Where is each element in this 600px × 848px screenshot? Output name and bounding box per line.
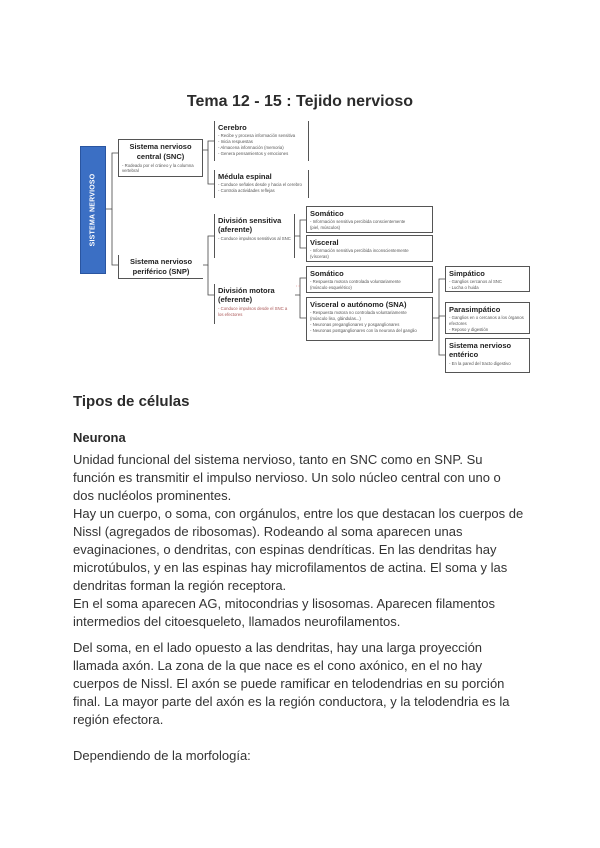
simpatico-node: [445, 266, 530, 292]
root-node: [80, 146, 106, 274]
paragraph-neurona-intro: Unidad funcional del sistema nervioso, tanto en SNC como en SNP. Su función es transmitir el impulso nervioso. Un solo núcleo central con uno o dos nucléolos prominentes. Hay un cuerpo, o soma, con orgánulos, entre los que destacan los cuerpos de Nissl (agregados de ribosomas). Rodeando al soma aparecen unas evaginaciones, o dendritas, con espinas dendríticas. En las dendritas hay microtúbulos, y en las espinas hay microfilamentos de actina. El soma y las dendritas forman la región receptora. En el soma aparecen AG, mitocondrias y lisosomas. Aparecen filamentos intermedios del citoesqueleto, llamados neurofilamentos.: [73, 452, 524, 629]
parasimpatico-title: Parasimpático: [449, 305, 501, 314]
enterico-node: [445, 338, 530, 373]
subsection-title: Neurona: [73, 430, 126, 445]
snc-desc: - Rodeado por el cráneo y la columna vertebral: [122, 162, 194, 174]
visceral-sensitivo-title: Visceral: [310, 238, 339, 247]
sensitiva-title: División sensitiva (aferente): [218, 216, 282, 235]
snp-node: [118, 255, 203, 279]
paragraph-axon: Del soma, en el lado opuesto a las dendritas, hay una larga proyección llamada axón. La zona de la que nace es el cono axónico, en el no hay cuerpos de Nissl. El axón se puede ramificar en telodendrias en su porción final. La mayor parte del axón es la región conductora, y la telodendria es la región efectora.: [73, 640, 510, 727]
motora-desc: - Conduce impulsos desde el SNC a los efectores: [218, 305, 288, 317]
parasimpatico-desc: - Ganglios en o cercanos a los órganos efectores - Reposo y digestión: [449, 315, 524, 332]
snp-label: Sistema nervioso periférico (SNP): [129, 257, 193, 276]
cerebro-title: Cerebro: [218, 123, 247, 132]
paragraph-morfologia: Dependiendo de la morfología:: [73, 748, 251, 763]
simpatico-title: Simpático: [449, 269, 485, 278]
somatico-sensitivo-title: Somático: [310, 209, 344, 218]
visceral-motor-title: Visceral o autónomo (SNA): [310, 300, 407, 309]
enterico-title: Sistema nervioso entérico: [449, 341, 512, 360]
section-title: Tipos de células: [73, 393, 190, 410]
cerebro-desc: - Recibe y procesa información sensitiva - Inicia respuestas - Almacena información (memoria) - Genera pensamientos y emociones: [218, 133, 296, 156]
visceral-motor-desc: - Respuesta motora no controlada voluntariamente (músculo liso, glándulas...) - Neuronas preganglionares y posganglionares - Neuronas postganglionares con la neurona del ganglio: [310, 310, 417, 333]
somatico-motor-desc: - Respuesta motora controlada voluntariamente (músculo esquelético): [310, 279, 401, 291]
somatico-sensitivo-node: [306, 206, 433, 233]
parasimpatico-node: [445, 302, 530, 334]
visceral-motor-node: [306, 297, 433, 341]
medula-desc: - Conduce señales desde y hacia el cerebro - Controla actividades reflejas: [218, 182, 302, 194]
root-label: SISTEMA NERVIOSO: [89, 173, 97, 247]
snc-node: [118, 139, 203, 177]
motora-title: División motora (eferente): [218, 286, 275, 305]
medula-title: Médula espinal: [218, 172, 272, 181]
sensitiva-node: [214, 214, 295, 258]
nervous-system-diagram: [0, 0, 600, 380]
cerebro-node: [214, 121, 309, 161]
page-title: Tema 12 - 15 : Tejido nervioso: [186, 93, 414, 110]
somatico-sensitivo-desc: - Información sensitiva percibida conscientemente (piel, músculos): [310, 219, 406, 231]
motora-node: [214, 284, 295, 324]
enterico-desc: - En la pared del tracto digestivo: [449, 360, 511, 366]
medula-node: [214, 170, 309, 198]
visceral-sensitivo-node: [306, 235, 433, 262]
sensitiva-desc: - Conduce impulsos sensitivos al SNC: [218, 235, 291, 241]
visceral-sensitivo-desc: - Información sensitiva percibida inconscientemente (vísceras): [310, 248, 409, 260]
somatico-motor-node: [306, 266, 433, 293]
snc-label: Sistema nervioso central (SNC): [129, 142, 192, 161]
somatico-motor-title: Somático: [310, 269, 344, 278]
simpatico-desc: - Ganglios cercanos al SNC - Lucha o huida: [449, 279, 503, 291]
